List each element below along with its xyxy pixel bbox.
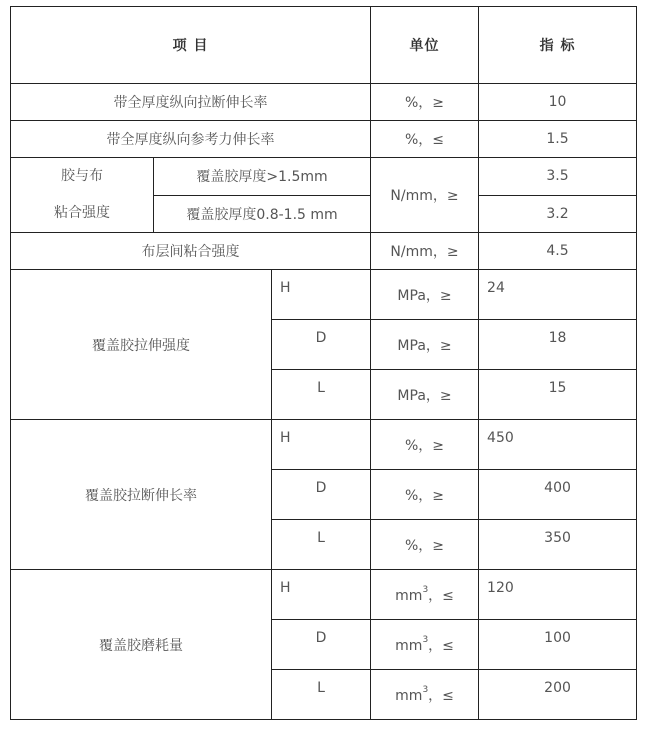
row-label-adhesion bbox=[11, 158, 154, 233]
unit-base: mm bbox=[395, 687, 423, 704]
table-row bbox=[11, 570, 637, 620]
adhesion-sub1-label: 覆盖胶厚度>1.5mm bbox=[154, 158, 371, 196]
grade-cell: L bbox=[272, 670, 371, 720]
adhesion-sub2-label: 覆盖胶厚度0.8-1.5 mm bbox=[154, 195, 371, 233]
header-unit: 单位 bbox=[371, 7, 479, 84]
row-value: 450 bbox=[479, 420, 637, 470]
unit-exponent: 3 bbox=[422, 634, 429, 645]
row-value: 400 bbox=[479, 470, 637, 520]
row-label-break-elongation: 覆盖胶拉断伸长率 bbox=[11, 420, 272, 570]
row-unit: N/mm，≥ bbox=[371, 158, 479, 233]
row-unit: %，≥ bbox=[371, 84, 479, 121]
table-row bbox=[11, 270, 637, 320]
grade-cell: D bbox=[272, 620, 371, 670]
row-unit: %，≥ bbox=[371, 520, 479, 570]
adhesion-label-line2: 粘合强度 bbox=[54, 205, 110, 221]
row-value: 18 bbox=[479, 320, 637, 370]
row-value: 200 bbox=[479, 670, 637, 720]
grade-cell: D bbox=[272, 470, 371, 520]
row-unit: MPa，≥ bbox=[371, 270, 479, 320]
unit-exponent: 3 bbox=[422, 584, 429, 595]
row-label-elongation-full: 带全厚度纵向拉断伸长率 bbox=[11, 84, 371, 121]
row-value: 350 bbox=[479, 520, 637, 570]
row-value: 3.5 bbox=[479, 158, 637, 196]
grade-cell: L bbox=[272, 370, 371, 420]
grade-cell: D bbox=[272, 320, 371, 370]
table-row bbox=[11, 121, 637, 158]
row-label-ply-adhesion: 布层间粘合强度 bbox=[11, 233, 371, 270]
row-unit: MPa，≥ bbox=[371, 370, 479, 420]
row-unit bbox=[371, 670, 479, 720]
table-header-row bbox=[11, 7, 637, 84]
row-unit bbox=[371, 570, 479, 620]
unit-suffix: ，≤ bbox=[428, 637, 454, 654]
row-label-ref-force-elongation: 带全厚度纵向参考力伸长率 bbox=[11, 121, 371, 158]
row-value: 15 bbox=[479, 370, 637, 420]
row-value: 24 bbox=[479, 270, 637, 320]
grade-cell: H bbox=[272, 270, 371, 320]
unit-suffix: ，≤ bbox=[428, 687, 454, 704]
table-row bbox=[11, 233, 637, 270]
adhesion-label-line1: 胶与布 bbox=[61, 168, 103, 184]
row-unit: %，≥ bbox=[371, 420, 479, 470]
row-label-tensile: 覆盖胶拉伸强度 bbox=[11, 270, 272, 420]
table-row bbox=[11, 420, 637, 470]
row-value: 120 bbox=[479, 570, 637, 620]
unit-suffix: ，≤ bbox=[428, 587, 454, 604]
row-unit: %，≥ bbox=[371, 470, 479, 520]
table-row bbox=[11, 84, 637, 121]
grade-cell: L bbox=[272, 520, 371, 570]
unit-exponent: 3 bbox=[422, 684, 429, 695]
row-label-abrasion: 覆盖胶磨耗量 bbox=[11, 570, 272, 720]
row-unit bbox=[371, 620, 479, 670]
header-index: 指 标 bbox=[479, 7, 637, 84]
row-value: 100 bbox=[479, 620, 637, 670]
unit-base: mm bbox=[395, 637, 423, 654]
grade-cell: H bbox=[272, 570, 371, 620]
header-item: 项 目 bbox=[11, 7, 371, 84]
row-unit: N/mm，≥ bbox=[371, 233, 479, 270]
specification-table bbox=[10, 6, 637, 720]
row-unit: %，≤ bbox=[371, 121, 479, 158]
row-value: 3.2 bbox=[479, 195, 637, 233]
grade-cell: H bbox=[272, 420, 371, 470]
unit-base: mm bbox=[395, 587, 423, 604]
row-value: 4.5 bbox=[479, 233, 637, 270]
table-row bbox=[11, 158, 637, 196]
row-value: 10 bbox=[479, 84, 637, 121]
row-unit: MPa，≥ bbox=[371, 320, 479, 370]
row-value: 1.5 bbox=[479, 121, 637, 158]
